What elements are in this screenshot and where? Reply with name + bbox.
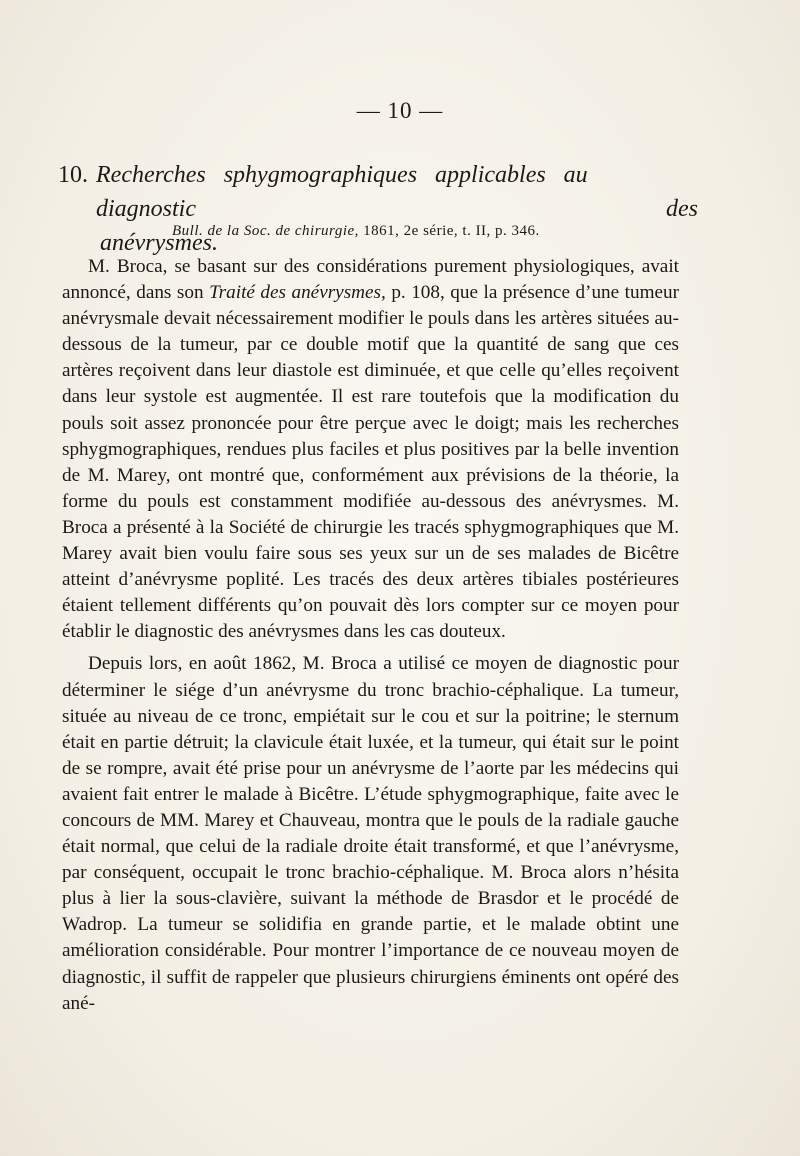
paragraph-2: Depuis lors, en août 1862, M. Broca a utilisé ce moyen de diagnostic pour déterminer le siége d’un anévrysme du tronc brachio-céphalique. La tumeur, située au niveau de ce tronc, empiétait sur le cou et sur la poitrine; le sternum était en partie détruit; la clavicule était luxée, et la tumeur, qui était sur le point de se rompre, avait été prise pour un anévrysme de l’aorte par les médecins qui avaient fait entrer le malade à Bicêtre. L’étude sphygmographique, faite avec le concours de MM. Marey et Chauveau, montra que le pouls de la radiale gauche était normal, que celui de la radiale droite était transformé, et que l’anévrysme, par conséquent, occupait le tronc brachio-céphalique. M. Broca alors n’hésita plus à lier la sous-clavière, suivant la méthode de Brasdor et le procédé de Wadrop. La tumeur se solidifia en grande partie, et le malade obtint une amélioration considérable. Pour montrer l’importance de ce nouveau moyen de diagnostic, il suffit de rappeler que plusieurs chirurgiens éminents ont opéré des ané- [62,653,679,1014]
citation-journal: Bull. de la Soc. de chirurgie, [172,223,359,239]
page-number: — 10 — [356,98,444,123]
citation-details: 1861, 2e série, t. II, p. 346. [363,223,540,239]
paragraph-1-rest: p. 108, que la présence d’une tumeur anévrysmale devait nécessairement modifier le pouls dans les artères situées au-dessous de la tumeur, par ce double motif que la quantité de sang que ces artères reçoivent dans leur diastole est diminuée, et que celle qu’elles reçoivent dans leur systole est augmentée. Il est rare toutefois que la modification du pouls soit assez prononcée pour être perçue avec le doigt; mais les recherches sphygmographiques, rendues plus faciles et plus positives par la belle invention de M. Marey, ont montré que, conformément aux prévisions de la théorie, la forme du pouls est constamment modifiée au-dessous des anévrysmes. M. Broca a présenté à la Société de chirurgie les tracés sphygmographiques que M. Marey avait bien voulu faire sous ses yeux sur un de ses malades de Bicêtre atteint d’anévrysme poplité. Les tracés des deux artères tibiales postérieures étaient tellement différents qu’on pouvait dès lors compter sur ce moyen pour établir le diagnostic des anévrysmes dans les cas douteux. [62,282,679,643]
paragraph-1-book-title: Traité des anévrysmes, [209,282,386,304]
citation [172,223,540,240]
body-text [62,254,679,1017]
entry-number: 10. [58,162,88,188]
entry-title-line1: Recherches sphygmographiques applicables au diagnostic des [96,162,698,222]
entry-heading-line1 [58,158,698,226]
entry-heading [58,158,698,260]
entry-title-line2: anévrysmes. [100,230,218,256]
paragraph-1-start: M. Broca, se basant sur des considérations purement physiologiques, avait annoncé, dans son [62,256,679,304]
paragraph-1 [62,254,679,645]
